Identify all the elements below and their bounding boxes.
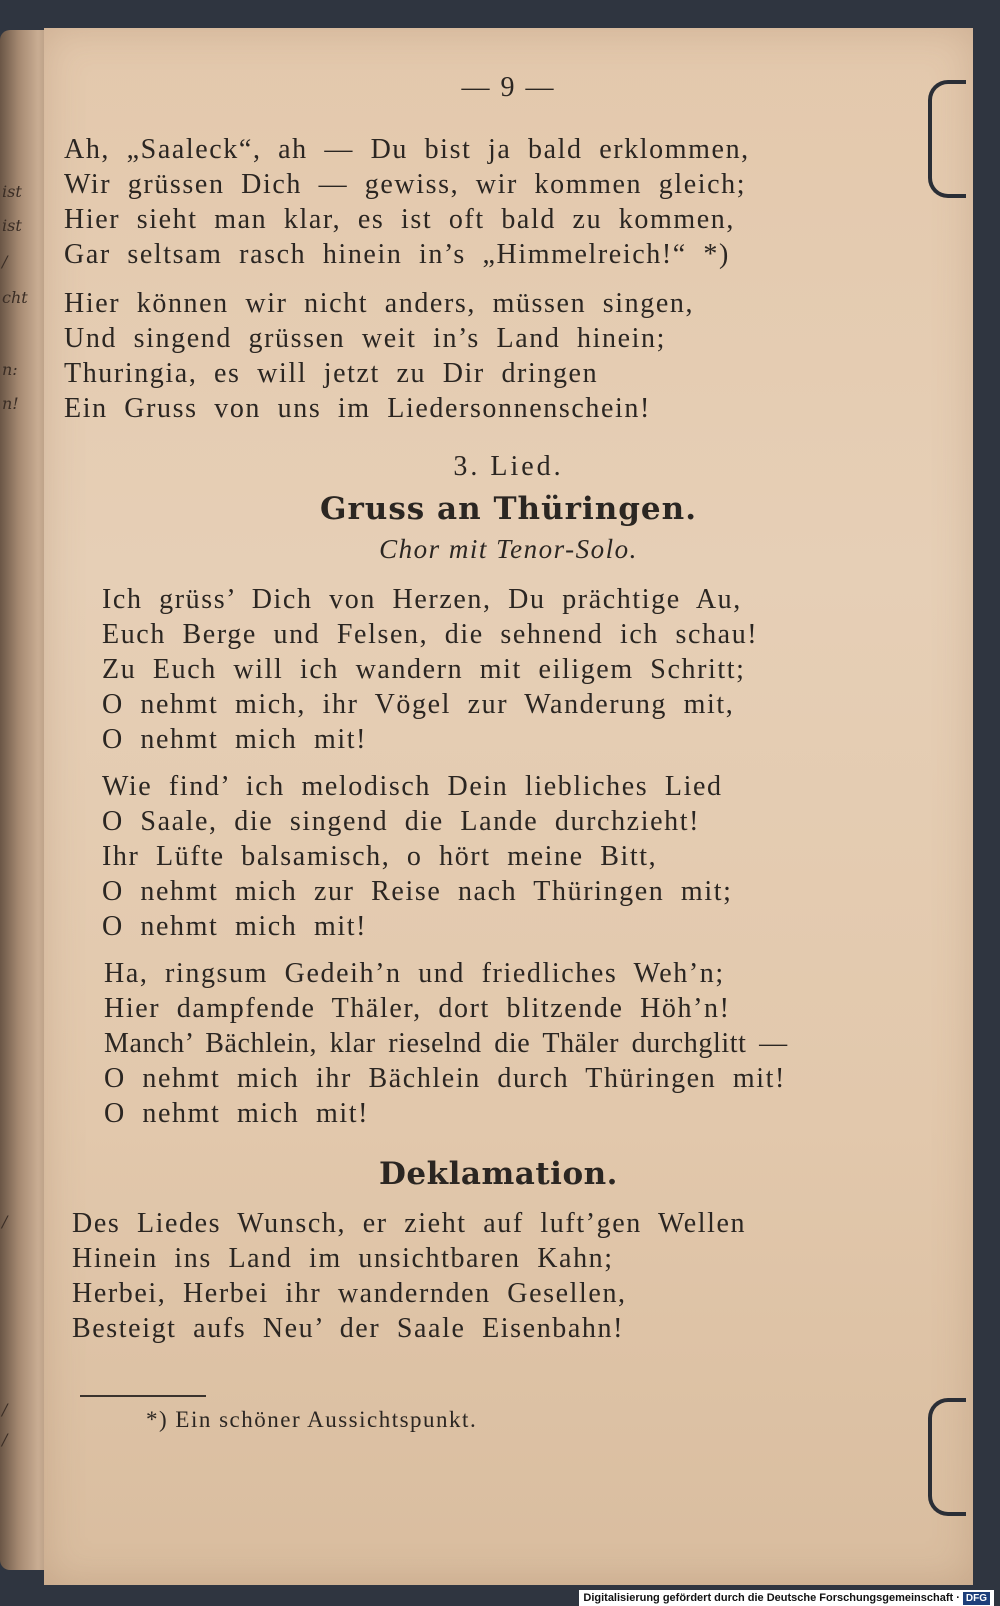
song-number: 3. Lied.	[453, 451, 564, 482]
verse-line: Ich grüss’ Dich von Herzen, Du prächtige Au,	[102, 584, 742, 615]
verse-line: Hier dampfende Thäler, dort blitzende Höh’n!	[104, 993, 731, 1024]
verse-line: Ha, ringsum Gedeih’n und friedliches Weh’n;	[104, 958, 725, 989]
verse-line: Euch Berge und Felsen, die sehnend ich schau!	[102, 619, 759, 650]
verse-line: O nehmt mich ihr Bächlein durch Thüringen mit!	[104, 1063, 786, 1094]
spine-mark: n:	[2, 360, 18, 379]
footnote-divider	[80, 1395, 206, 1397]
book-page	[44, 28, 973, 1585]
verse-line: Hinein ins Land im unsichtbaren Kahn;	[72, 1243, 614, 1274]
verse-line: Herbei, Herbei ihr wandernden Gesellen,	[72, 1278, 627, 1309]
declamation-heading: Deklamation.	[379, 1156, 618, 1192]
verse-line: O nehmt mich zur Reise nach Thüringen mit;	[102, 876, 733, 907]
verse-line: Thuringia, es will jetzt zu Dir dringen	[64, 358, 599, 389]
footnote: *) Ein schöner Aussichtspunkt.	[146, 1407, 478, 1432]
verse-line: Besteigt aufs Neu’ der Saale Eisenbahn!	[72, 1313, 625, 1344]
verse-line: Hier sieht man klar, es ist oft bald zu kommen,	[64, 204, 735, 235]
dfg-logo: DFG	[963, 1592, 990, 1605]
page-number: — 9 —	[461, 72, 556, 103]
verse-line: Ihr Lüfte balsamisch, o hört meine Bitt,	[102, 841, 658, 872]
verse-line: Und singend grüssen weit in’s Land hinein;	[64, 323, 667, 354]
verse-line: O nehmt mich mit!	[102, 911, 368, 942]
verse-line: Ein Gruss von uns im Liedersonnenschein!	[64, 393, 651, 424]
binding-clip-top	[928, 80, 966, 198]
spine-mark: ist	[2, 216, 22, 235]
spine-mark: /	[2, 252, 8, 271]
verse-line: Gar seltsam rasch hinein in’s „Himmelreich!“ *)	[64, 239, 730, 270]
song-subtitle: Chor mit Tenor-Solo.	[379, 534, 638, 564]
song-title: Gruss an Thüringen.	[320, 491, 697, 527]
digitization-credit	[579, 1590, 994, 1606]
verse-line: Zu Euch will ich wandern mit eiligem Schritt;	[102, 654, 746, 685]
spine-mark: n!	[2, 394, 19, 413]
credit-text: Digitalisierung gefördert durch die Deutsche Forschungsgemeinschaft ·	[583, 1592, 960, 1604]
binding-clip-bottom	[928, 1398, 966, 1516]
facing-page-edge	[0, 30, 48, 1570]
spine-mark: cht	[2, 288, 28, 307]
verse-line: Wir grüssen Dich — gewiss, wir kommen gleich;	[64, 169, 747, 200]
verse-line: Hier können wir nicht anders, müssen singen,	[64, 288, 695, 319]
verse-line: Manch’ Bächlein, klar rieselnd die Thäler durchglitt —	[104, 1028, 788, 1059]
verse-line: Wie find’ ich melodisch Dein liebliches Lied	[102, 771, 723, 802]
verse-line: O nehmt mich mit!	[102, 724, 368, 755]
verse-line: Des Liedes Wunsch, er zieht auf luft’gen Wellen	[72, 1208, 747, 1239]
spine-mark: /	[2, 1212, 8, 1231]
verse-line: O Saale, die singend die Lande durchzieht!	[102, 806, 701, 837]
verse-line: O nehmt mich mit!	[104, 1098, 370, 1129]
spine-mark: ist	[2, 182, 22, 201]
verse-line: Ah, „Saaleck“, ah — Du bist ja bald erklommen,	[64, 134, 750, 165]
verse-line: O nehmt mich, ihr Vögel zur Wanderung mit,	[102, 689, 735, 720]
spine-mark: /	[2, 1400, 8, 1419]
spine-mark: /	[2, 1430, 8, 1449]
